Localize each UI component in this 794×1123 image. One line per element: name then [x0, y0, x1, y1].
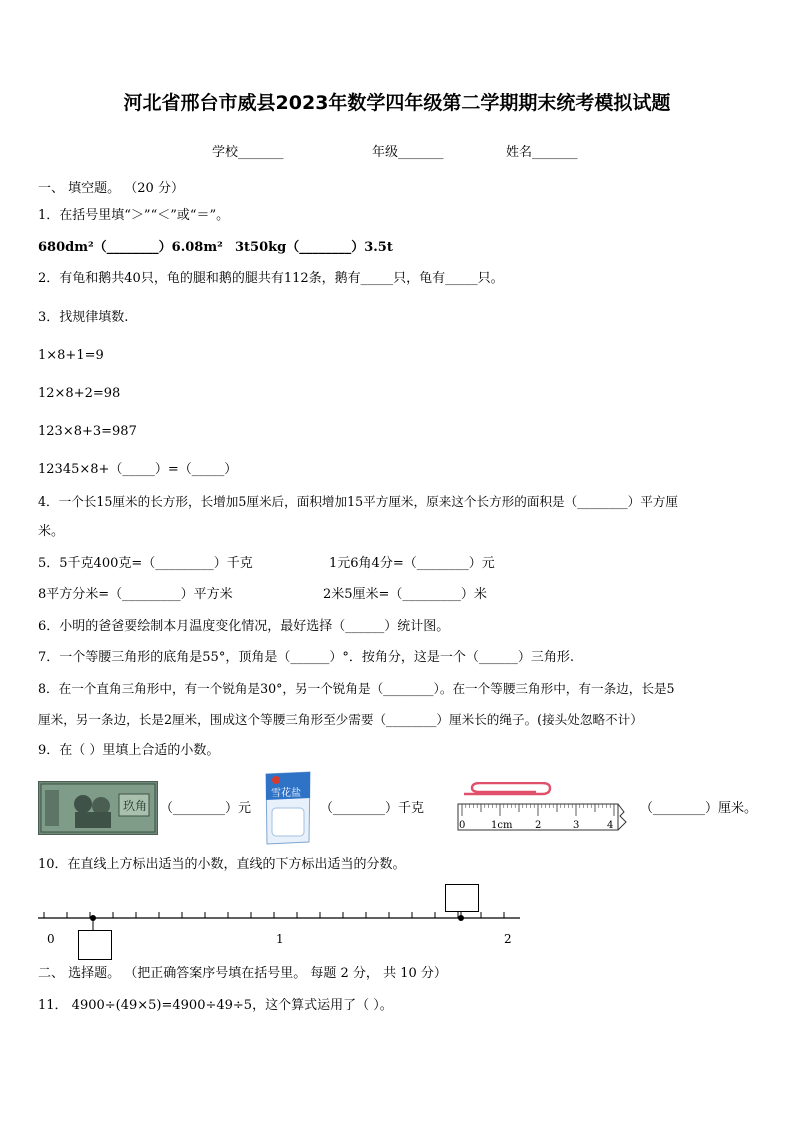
q1-a[interactable]: 680dm²（________）6.08m² [38, 240, 223, 255]
number-line [36, 880, 522, 962]
paperclip-ruler-image [456, 782, 628, 834]
q5-c[interactable]: 8平方分米=（_________）平方米 [38, 587, 233, 602]
q5-a[interactable]: 5．5千克400克=（_________）千克 [38, 556, 253, 571]
q7-text[interactable]: 7．一个等腰三角形的底角是55°，顶角是（______）°．按角分，这是一个（______）三角形. [38, 650, 574, 665]
q6-text[interactable]: 6．小明的爸爸要绘制本月温度变化情况，最好选择（______）统计图。 [38, 619, 450, 634]
number-line-label-1: 1 [276, 932, 284, 946]
q1-text: 1．在括号里填“＞”“＜”或“＝”。 [38, 208, 230, 223]
ruler-tick-3: 3 [573, 820, 580, 831]
q4-line1[interactable]: 4．一个长15厘米的长方形，长增加5厘米后，面积增加15平方厘米，原来这个长方形的面积是（________）平方厘 [38, 494, 678, 509]
q3-line1: 1×8+1=9 [38, 348, 104, 363]
section1-heading: 一、 填空题。 （20 分） [38, 181, 184, 196]
q10-text: 10．在直线上方标出适当的小数，直线的下方标出适当的分数。 [38, 857, 406, 872]
number-line-label-0: 0 [47, 932, 55, 946]
section2-heading: 二、 选择题。 （把正确答案序号填在括号里。 每题 2 分， 共 10 分） [38, 966, 447, 981]
q9-blank3[interactable]: （________）厘米。 [640, 801, 758, 816]
name-field[interactable]: 姓名_______ [506, 145, 578, 160]
ruler-tick-1: 1cm [491, 820, 513, 831]
ruler-tick-4: 4 [607, 820, 614, 831]
q3-line4[interactable]: 12345×8+（_____）=（_____） [38, 462, 238, 477]
q9-text: 9．在（ ）里填上合适的小数。 [38, 743, 220, 758]
q4-line2: 米。 [38, 524, 65, 539]
q9-blank2[interactable]: （________）千克 [320, 801, 425, 816]
q1-b[interactable]: 3t50kg（________）3.5t [235, 240, 393, 255]
q3-line2: 12×8+2=98 [38, 386, 121, 401]
salt-bag-label: 雪花盐 [271, 788, 301, 799]
q11-text[interactable]: 11． 4900÷(49×5)=4900÷49÷5，这个算式运用了（ ）。 [38, 998, 393, 1013]
salt-bag-image [262, 768, 314, 846]
q8-line1[interactable]: 8．在一个直角三角形中，有一个锐角是30°，另一个锐角是（________）。在一个等腰三角形中，有一条边，长是5 [38, 681, 675, 696]
q5-b[interactable]: 1元6角4分=（________）元 [329, 556, 495, 571]
answer-box-above[interactable] [445, 884, 479, 912]
banknote-image [38, 781, 158, 835]
q3-text: 3．找规律填数. [38, 310, 129, 325]
q8-line2[interactable]: 厘米，另一条边，长是2厘米，围成这个等腰三角形至少需要（________）厘米长的绳子。(接头处忽略不计） [38, 712, 643, 727]
banknote-label: 玖角 [123, 799, 148, 813]
school-field[interactable]: 学校_______ [212, 145, 284, 160]
ruler-tick-0: 0 [459, 820, 466, 831]
q5-d[interactable]: 2米5厘米=（_________）米 [323, 587, 487, 602]
page-title: 河北省邢台市威县2023年数学四年级第二学期期末统考模拟试题 [123, 92, 671, 114]
ruler-tick-2: 2 [535, 820, 542, 831]
q3-line3: 123×8+3=987 [38, 424, 137, 439]
grade-field[interactable]: 年级_______ [372, 145, 444, 160]
q9-blank1[interactable]: （________）元 [160, 801, 252, 816]
answer-box-below[interactable] [78, 930, 112, 960]
number-line-label-2: 2 [504, 932, 512, 946]
q2-text[interactable]: 2．有龟和鹅共40只，龟的腿和鹅的腿共有112条，鹅有_____只，龟有_____只。 [38, 271, 504, 286]
